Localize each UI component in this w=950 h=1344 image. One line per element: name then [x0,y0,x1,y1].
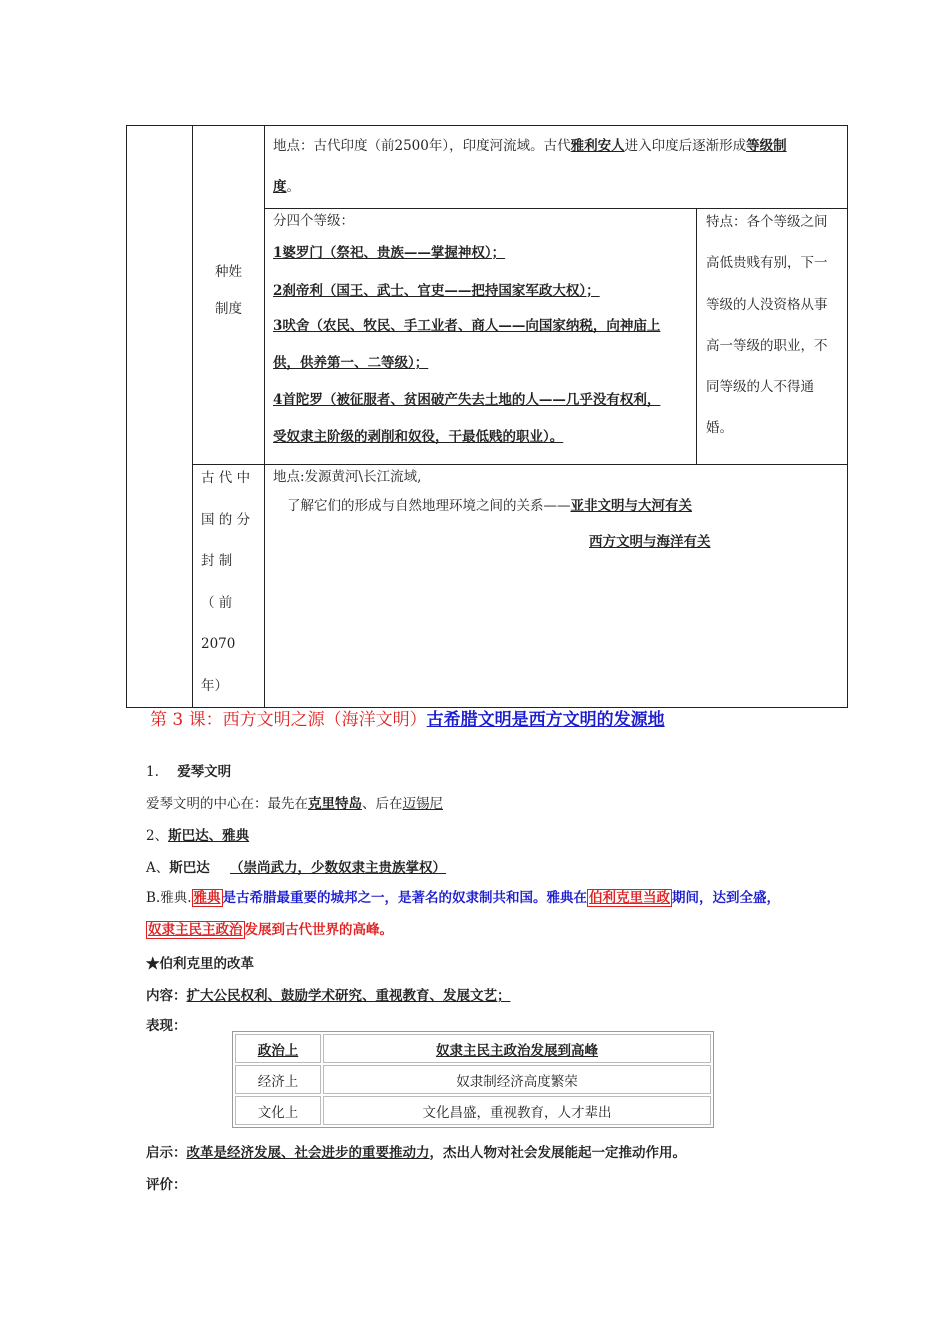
reform-heading: ★伯利克里的改革 [146,956,254,972]
lesson-title-red: 第 3 课：西方文明之源（海洋文明） [150,710,427,730]
four-ranks-cell [265,209,697,465]
row-area-politics: 政治上 [235,1034,321,1063]
insight-d: ，杰出人物对社会发展能起一定推动作用。 [429,1145,686,1161]
china-label-cell [193,465,265,708]
feature-lines [706,202,841,450]
china-label-line: 2070 [201,636,236,652]
china-label-line: 封 制 [201,553,233,569]
insight-a: 改革是 [186,1145,227,1161]
crete-text: 克里特岛 [308,796,362,812]
table-row [235,1034,711,1063]
row-desc-politics: 奴隶主民主政治发展到高峰 [323,1034,711,1063]
china-lines [201,458,258,707]
feature-cell [697,209,848,465]
aegean-heading [146,760,846,780]
relation-text: 了解它们的形成与自然地理环境之间的关系—— [287,498,571,514]
china-label-line: 国 的 分 [201,511,251,528]
rank-4b: 受奴隶主阶级的剥削和奴役，干最低贱的职业）。 [273,429,564,445]
democracy-box: 奴隶主民主政治 [148,922,243,938]
reform-content-text: 扩大公民权利、鼓励学术研究、重视教育、发展文艺； [186,988,511,1004]
china-label-line: （ 前 [201,594,233,611]
rank-1: 1婆罗门（祭祀、贵族——掌握神权）； [273,245,506,261]
athens-text-2: 期间，达到全盛， [672,890,781,906]
eval-label: 评价： [146,1177,187,1193]
aryan-text: 雅利安人 [570,138,625,154]
lesson-title [150,705,665,730]
row-area-culture: 文化上 [235,1096,321,1125]
outer-left-cell [127,126,193,708]
rank-suffix: 。 [286,179,300,195]
relation-b-line [273,524,847,560]
relation-line [273,489,847,524]
athens-text-1: 是古希腊最重要的城邦之一，是著名的奴隶制共和国。雅典在 [222,890,588,906]
caste-label-cell [193,126,265,465]
athens-box: 雅典 [193,890,221,906]
lesson-title-blue: 古希腊文明是西方文明的发源地 [426,710,665,730]
insight-label: 启示： [146,1145,187,1161]
perform-label: 表现： [146,1018,187,1034]
athens-line-1 [146,886,846,906]
aegean-heading-text: 爱琴文明 [177,764,232,780]
civilization-table [126,125,848,708]
rank-3b: 供，供养第一、二等级）； [273,355,429,371]
pericles-box: 伯利克里当政 [589,890,671,906]
relation-b: 西方文明与海洋有关 [589,534,711,550]
caste-location-b: 进入印度后逐渐形成 [624,138,747,154]
sparta-line [146,856,846,876]
caste-label-1: 种姓 [215,263,242,280]
sparta-prefix: A、 [146,860,170,876]
sparta-athens-heading [146,824,846,844]
aegean-heading-num: 1. [146,764,159,780]
insight-b: 经济发展、社会进步 [227,1145,349,1161]
athens-prefix: B.雅典. [146,890,192,906]
row-area-economy: 经济上 [235,1065,321,1094]
feature-line: 高低贵贱有别，下一 [706,255,828,272]
reform-content [146,984,846,1004]
mycenae-text: 迈锡尼 [402,796,443,812]
caste-location-cell [265,126,848,209]
aegean-center [146,792,846,812]
sa-heading-b: 斯巴达、雅典 [168,828,250,844]
china-location-cell [265,465,848,708]
sa-heading-a: 2、 [146,828,169,844]
rank-system-1: 等级制 [746,138,787,154]
feature-line: 婚。 [706,420,733,437]
sparta-text: 斯巴达 [169,860,210,876]
caste-label-2: 制度 [215,301,242,317]
athens-line-2 [146,918,846,938]
rank-4a: 4首陀罗（被征服者、贫困破产失去土地的人——几乎没有权利， [273,392,661,408]
athens-text-3: 发展到古代世界的高峰。 [244,922,393,938]
relation-a: 亚非文明与大河有关 [570,498,692,514]
aegean-center-b: 、后在 [362,796,403,812]
rank-2: 2刹帝利（国王、武士、官吏——把持国家军政大权）； [273,282,600,299]
table-row [235,1096,711,1125]
rank-system-2: 度 [273,179,287,195]
china-location: 地点:发源黄河\长江流域, [273,469,422,485]
insight-line [146,1141,846,1161]
caste-location-a: 地点：古代印度（前2500年），印度河流域。古代 [273,138,571,154]
feature-line: 同等级的人不得通 [706,379,814,396]
row-desc-economy: 奴隶制经济高度繁荣 [323,1065,711,1094]
row-desc-culture: 文化昌盛，重视教育，人才辈出 [323,1096,711,1125]
reform-content-label: 内容： [146,988,187,1004]
china-label-line: 古 代 中 [201,470,251,486]
rank-3a: 3吠舍（农民、牧民、手工业者、商人——向国家纳税，向神庙上 [273,318,661,334]
aegean-center-a: 爱琴文明的中心在：最先在 [146,796,308,812]
feature-line: 等级的人没资格从事 [706,296,828,313]
performance-table [232,1031,714,1128]
insight-c: 的重要推动力 [348,1145,430,1161]
sparta-desc: （崇尚武力，少数奴隶主贵族掌权） [230,860,447,876]
feature-line: 高一等级的职业，不 [706,337,828,354]
table-row [235,1065,711,1094]
china-label-line: 年） [201,677,228,694]
four-ranks-title: 分四个等级： [273,213,354,229]
feature-line: 特点：各个等级之间 [706,214,828,230]
